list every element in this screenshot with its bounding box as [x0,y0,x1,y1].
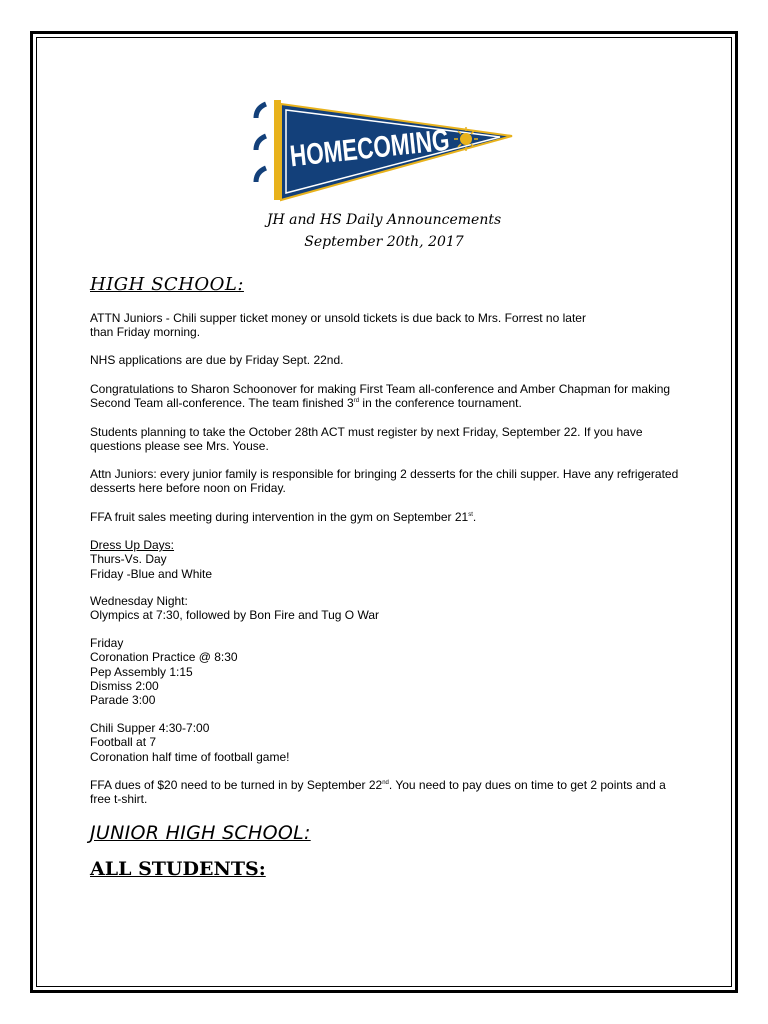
ffa-fruit-text: FFA fruit sales meeting during intervention in the gym on September 21 [90,510,469,524]
high-school-heading: HIGH SCHOOL: [90,274,244,295]
announcements-date: September 20th, 2017 [304,234,464,250]
sun-icon [460,133,472,145]
ffa-dues-line1b: . You need to pay dues on time to get 2 points and a [388,778,666,792]
friday-coronation-practice: Coronation Practice @ 8:30 [90,650,238,665]
football-time: Football at 7 [90,735,157,750]
attn-juniors-line2: than Friday morning. [90,325,201,340]
act-registration-notice [90,425,690,454]
friday-dismiss: Dismiss 2:00 [90,678,159,693]
dress-up-days [90,538,690,581]
ffa-fruit-end: . [472,510,477,524]
ffa-fruit-sup: st [468,512,473,518]
desserts-line1: Attn Juniors: every junior family is responsible for bringing 2 desserts for the chili supper. Have any refrigerated [90,467,679,481]
homecoming-wordmark: HOMECOMING [288,118,505,174]
wednesday-detail: Olympics at 7:30, followed by Bon Fire and Tug O War [90,608,380,623]
congratulations-notice [90,382,690,411]
junior-desserts-notice [90,467,690,496]
pole-hook-mid [256,136,266,150]
all-students-heading: ALL STUDENTS: [90,858,266,880]
ffa-dues-line2: free t-shirt. [90,792,148,807]
nhs-notice: NHS applications are due by Friday Sept. 22nd. [90,353,344,367]
pole-hook-top [256,104,266,118]
flag-pole [274,100,281,200]
ffa-dues-line1a: FFA dues of $20 need to be turned in by September 22 [90,778,383,792]
friday-title: Friday [90,636,124,650]
congrats-line1: Congratulations to Sharon Schoonover for making First Team all-conference and Amber Chapman for making [90,382,671,396]
congrats-line2b: in the conference tournament. [359,396,522,411]
congrats-line2a: Second Team all-conference. The team finished 3 [90,396,354,411]
friday-parade: Parade 3:00 [90,693,156,708]
coronation-halftime: Coronation half time of football game! [90,749,290,764]
ffa-fruit-sales-notice [90,510,690,524]
ffa-dues-notice [90,778,690,807]
announcements-title: JH and HS Daily Announcements [266,212,502,228]
pole-hook-low [256,168,266,182]
chili-supper-time: Chili Supper 4:30-7:00 [90,721,210,735]
congrats-sup: rd [353,398,360,405]
ffa-dues-sup: nd [382,780,389,786]
act-line1: Students planning to take the October 28th ACT must register by next Friday, September 22. If you have [90,425,643,439]
act-line2: questions please see Mrs. Youse. [90,439,269,454]
attn-juniors-line1: ATTN Juniors - Chili supper ticket money or unsold tickets is due back to Mrs. Forrest no later [90,311,586,325]
homecoming-pennant-logo [250,96,520,206]
dress-up-title: Dress Up Days: [90,538,175,552]
dress-up-friday: Friday -Blue and White [90,566,213,581]
desserts-line2: desserts here before noon on Friday. [90,481,286,496]
dress-up-thursday: Thurs-Vs. Day [90,552,167,567]
junior-high-heading: JUNIOR HIGH SCHOOL: [90,822,311,844]
friday-pep-assembly: Pep Assembly 1:15 [90,664,193,679]
wednesday-night [90,594,690,623]
attn-juniors-chili-notice [90,311,690,340]
friday-schedule [90,636,690,707]
wednesday-title: Wednesday Night: [90,594,188,608]
evening-events [90,721,690,764]
